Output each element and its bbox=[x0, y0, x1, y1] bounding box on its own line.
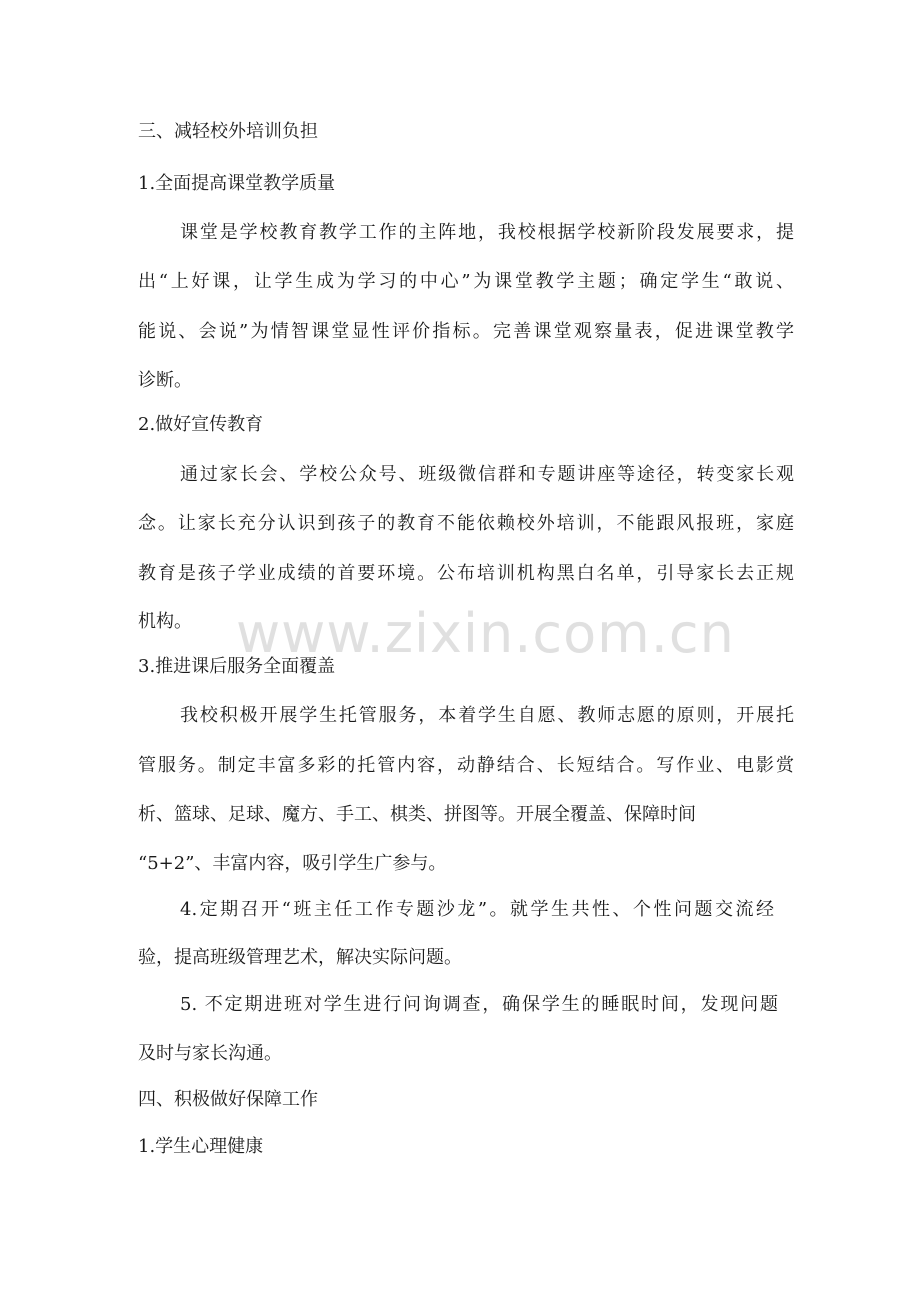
section-heading: 三、减轻校外培训负担 bbox=[138, 121, 318, 142]
subheading: 2.做好宣传教育 bbox=[138, 414, 264, 435]
subheading: 1.学生心理健康 bbox=[138, 1136, 264, 1157]
paragraph-line: 4.定期召开“班主任工作专题沙龙”。就学生共性、个性问题交流经 bbox=[180, 899, 774, 920]
paragraph-line: 管服务。制定丰富多彩的托管内容，动静结合、长短结合。写作业、电影赏 bbox=[138, 755, 794, 776]
subheading: 1.全面提高课堂教学质量 bbox=[138, 173, 336, 194]
paragraph-line: 验，提高班级管理艺术，解决实际问题。 bbox=[138, 947, 462, 968]
paragraph-line: 教育是孩子学业成绩的首要环境。公布培训机构黑白名单，引导家长去正规 bbox=[138, 563, 794, 584]
paragraph-line: 析、篮球、足球、魔方、手工、棋类、拼图等。开展全覆盖、保障时间 bbox=[138, 804, 696, 825]
paragraph-line: 课堂是学校教育教学工作的主阵地，我校根据学校新阶段发展要求，提 bbox=[180, 222, 794, 243]
watermark: www.zixin.com.cn bbox=[236, 602, 735, 665]
paragraph-line: 机构。 bbox=[138, 611, 192, 632]
paragraph-line: 诊断。 bbox=[138, 370, 192, 391]
section-heading: 四、积极做好保障工作 bbox=[138, 1089, 318, 1110]
paragraph-line: 通过家长会、学校公众号、班级微信群和专题讲座等途径，转变家长观 bbox=[180, 464, 794, 485]
paragraph-line: 出“上好课，让学生成为学习的中心”为课堂教学主题；确定学生“敢说、 bbox=[138, 271, 794, 292]
paragraph-line: 能说、会说”为情智课堂显性评价指标。完善课堂观察量表，促进课堂教学 bbox=[138, 321, 794, 342]
subheading: 3.推进课后服务全面覆盖 bbox=[138, 656, 336, 677]
paragraph-line: 及时与家长沟通。 bbox=[138, 1043, 282, 1064]
paragraph-line: 念。让家长充分认识到孩子的教育不能依赖校外培训，不能跟风报班，家庭 bbox=[138, 513, 794, 534]
paragraph-line: 我校积极开展学生托管服务，本着学生自愿、教师志愿的原则，开展托 bbox=[180, 705, 794, 726]
paragraph-line: “5+2”、丰富内容，吸引学生广参与。 bbox=[138, 853, 447, 874]
paragraph-line: 5. 不定期进班对学生进行问询调查，确保学生的睡眠时间，发现问题 bbox=[180, 994, 778, 1015]
